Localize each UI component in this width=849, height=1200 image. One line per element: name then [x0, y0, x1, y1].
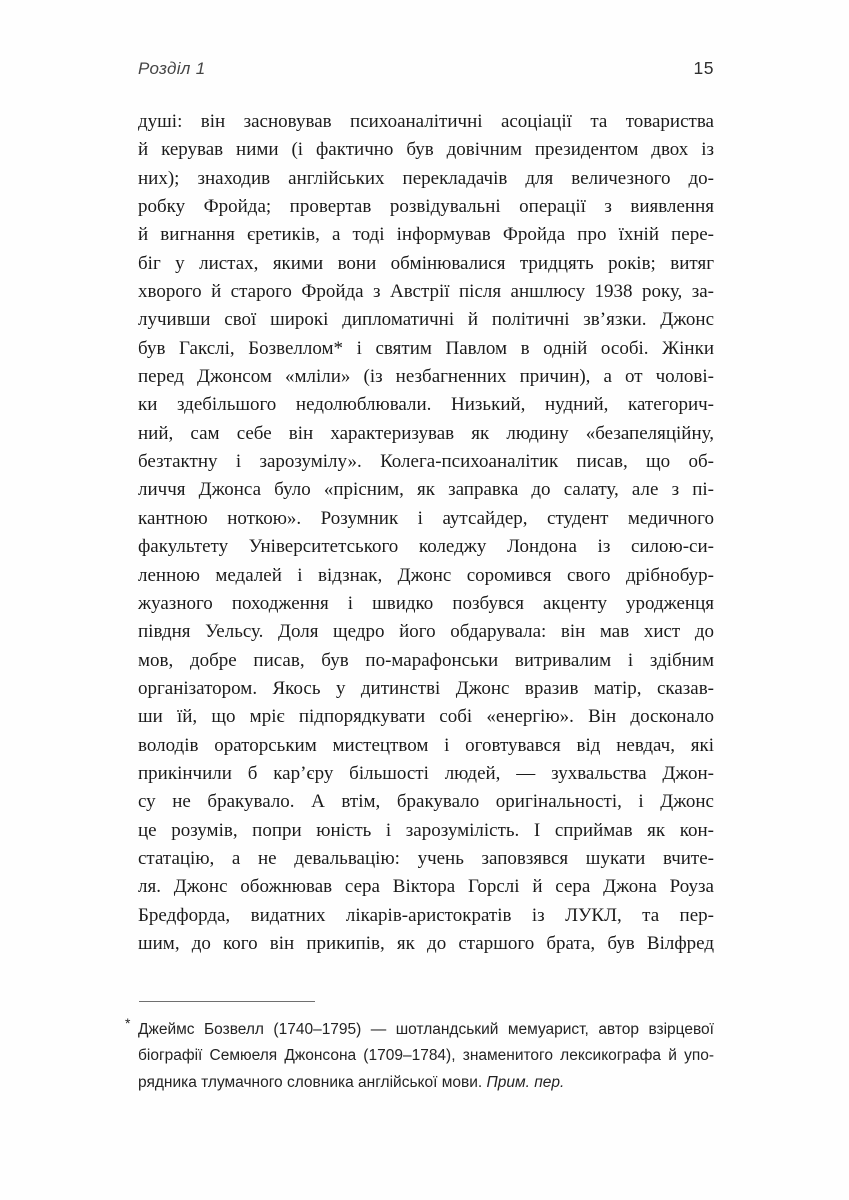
- body-text-line: ний, сам себе він характеризував як людину «безапеляційну,: [138, 422, 714, 444]
- body-text-line: мов, добре писав, був по-марафонськи витривалим і здібним: [138, 649, 714, 671]
- body-text-line: робку Фройда; провертав розвідувальні операції з виявлення: [138, 196, 714, 218]
- body-text-line: них); знаходив англійських перекладачів для величезного до-: [138, 167, 714, 189]
- body-text-line: факультету Університетського коледжу Лондона із силою-си-: [138, 536, 714, 558]
- body-text-line: ки здебільшого недолюблювали. Низький, нудний, категорич-: [138, 394, 714, 416]
- body-text-line: був Гакслі, Бозвеллом* і святим Павлом в одній особі. Жінки: [138, 337, 714, 359]
- body-text-line: статацію, а не девальвацію: учень заповзявся шукати вчите-: [138, 847, 714, 869]
- body-text-line: володів ораторським мистецтвом і оговтувався від невдач, які: [138, 734, 714, 756]
- body-text: [138, 108, 714, 958]
- body-text-line: душі: він засновував психоаналітичні асоціації та товариства: [138, 111, 714, 132]
- body-text-line: хворого й старого Фройда з Австрії після аншлюсу 1938 року, за-: [138, 281, 714, 303]
- footnote-text: рядника тлумачного словника англійської мови.: [138, 1073, 487, 1091]
- running-head: [138, 58, 714, 79]
- body-text-line: ши їй, що мріє підпорядкувати собі «енергію». Він досконало: [138, 706, 714, 728]
- body-text-line: півдня Уельсу. Доля щедро його обдарувала: він мав хист до: [138, 621, 714, 643]
- footnote-line: [138, 1070, 714, 1096]
- body-text-line: су не бракувало. А втім, бракувало оригінальності, і Джонс: [138, 791, 714, 813]
- chapter-title: Розділ 1: [138, 59, 206, 78]
- page-number: 15: [693, 58, 714, 78]
- body-text-line: ленною медалей і відзнак, Джонс соромився свого дрібнобур-: [138, 564, 714, 586]
- footnote-body: [125, 1015, 714, 1096]
- footnote: [125, 1001, 714, 1096]
- footnote-divider: [139, 1001, 315, 1002]
- body-text-line: й керував ними (і фактично був довічним президентом двох із: [138, 139, 714, 161]
- body-text-line: ля. Джонс обожнював сера Віктора Горслі й сера Джона Роуза: [138, 876, 714, 898]
- body-text-line: біг у листах, якими вони обмінювалися тридцять років; витяг: [138, 252, 714, 274]
- body-text-line: прикінчили б кар’єру більшості людей, — зухвальства Джон-: [138, 762, 714, 784]
- body-text-line: шим, до кого він прикипів, як до старшого брата, був Вілфред: [138, 932, 714, 954]
- body-text-line: організатором. Якось у дитинстві Джонс вразив матір, сказав-: [138, 677, 714, 699]
- body-text-line: лучивши свої широкі дипломатичні й політичні зв’язки. Джонс: [138, 309, 714, 331]
- body-text-line: Бредфорда, видатних лікарів-аристократів із ЛУКЛ, та пер-: [138, 904, 714, 926]
- translator-note: Прим. пер.: [486, 1073, 565, 1091]
- body-text-line: безтактну і зарозумілу». Колега-психоаналітик писав, що об-: [138, 451, 714, 473]
- body-text-line: перед Джонсом «мліли» (із незбагненних причин), а от чолові-: [138, 366, 714, 388]
- body-text-line: личчя Джонса було «прісним, як заправка до салату, але з пі-: [138, 479, 714, 501]
- footnote-line: Джеймс Бозвелл (1740–1795) — шотландський мемуарист, автор взірцевої: [138, 1021, 714, 1038]
- body-text-line: й вигнання єретиків, а тоді інформував Фройда про їхній пере-: [138, 224, 714, 246]
- footnote-marker: *: [125, 1015, 131, 1031]
- body-text-line: жуазного походження і швидко позбувся акценту уродженця: [138, 592, 714, 614]
- footnote-line: біографії Семюеля Джонсона (1709–1784), знаменитого лексикографа й упо-: [138, 1047, 714, 1065]
- body-text-line: кантною ноткою». Розумник і аутсайдер, студент медичного: [138, 507, 714, 529]
- body-text-line: це розумів, попри юність і зарозумілість. І сприймав як кон-: [138, 819, 714, 841]
